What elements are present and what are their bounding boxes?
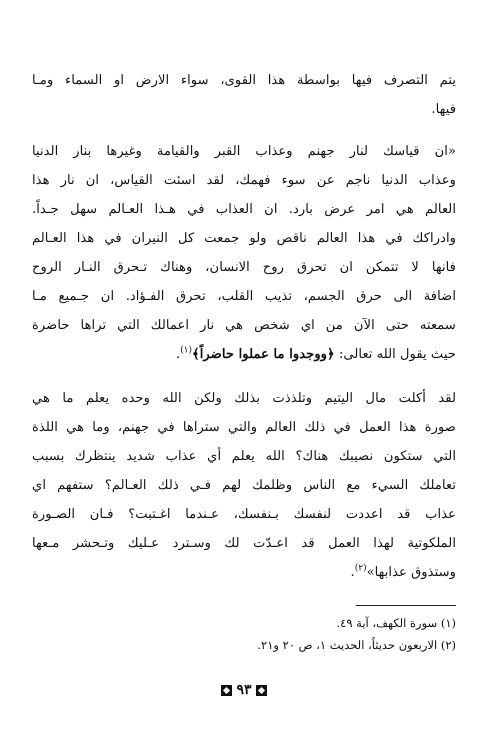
footnote-2: (٢) الاربعون حديثاً، الحديث ١، ص ٢٠ و٢١.: [257, 638, 456, 652]
text-line: فانها لا تتمكن ان تحرق روح الانسان، وهناك تـحرق النـار الروح: [32, 260, 456, 275]
text-line: يتم التصرف فيها بواسطة هذا القوى، سواء الارض او السماء ومـا: [32, 73, 456, 88]
text-line: عذاب قد اعددت لنفسك بـنفسك، عـندما اغـتبت؟ فـان الصـورة: [32, 507, 456, 522]
text-line: سمعته حتى الآن من اي شخص هي نار اعمالك التي تراها حاضرة: [32, 318, 456, 333]
text-line: العالم هي امر عرض بارد. ان العذاب في هـذا العـالم سهل جـداً.: [32, 202, 456, 217]
text-line: وادراكك في هذا العالم ناقص ولو جمعت كل النيران في هذا العـالم: [32, 231, 456, 246]
text-line: فيها.: [431, 102, 456, 117]
footnote-ref-2: (٢): [354, 563, 367, 574]
text-line-with-quran-verse: [32, 340, 456, 369]
text-line: وعذاب الدنيا ناجم عن سوء فهمك، لقد اسئت القياس، ان نار هذا: [32, 173, 456, 188]
text-fragment: وستذوق عذابها»: [366, 565, 456, 580]
footnote-ref-1: (١): [180, 345, 192, 356]
text-line: «ان قياسك لنار جهنم وعذاب القبر والقيامة وغيرها بنار الدنيا: [32, 144, 456, 159]
page-number-block: [0, 682, 488, 698]
ornament-icon: [221, 685, 232, 696]
text-fragment: .: [350, 565, 355, 580]
text-line: التي ستكون نصيبك هناك؟ الله يعلم أي عذاب شديد ينتظرك بسبب: [32, 449, 456, 464]
footnotes: [32, 612, 456, 656]
text-line: لقد أكلت مال اليتيم وتلذذت بذلك ولكن الله وحده يعلم ما هي: [32, 391, 456, 406]
text-line: الملكوتية لهذا العمل قد اعـدّت لك وسـترد عـليك وتـحشر مـعها: [32, 536, 456, 551]
paragraph-1: [32, 66, 456, 124]
ornament-icon: [256, 685, 267, 696]
text-line: اضافة الى حرق الجسم، تذيب القلب، تحرق الفـؤاد. ان جـميع مـا: [32, 289, 456, 304]
page-number: ٩٣: [236, 682, 252, 698]
paragraph-3: [32, 384, 456, 587]
footnote-1: (١) سورة الكهف، آية ٤٩.: [336, 616, 456, 630]
text-line: [32, 558, 456, 587]
text-fragment: .: [175, 347, 181, 362]
paragraph-2: [32, 137, 456, 369]
text-line: تعاملك السيء مع الناس وظلمك لهم فـي ذلك العـالم؟ ستفهم اي: [32, 478, 456, 493]
text-fragment: حيث يقول الله تعالى:: [334, 347, 456, 362]
footnote-divider: [356, 605, 456, 606]
text-line: صورة هذا العمل في ذلك العالم والتي ستراها في جهنم، وما هي اللذة: [32, 420, 456, 435]
quran-verse: ﴿ووجدوا ما عملوا حاضراً﴾: [191, 347, 335, 362]
